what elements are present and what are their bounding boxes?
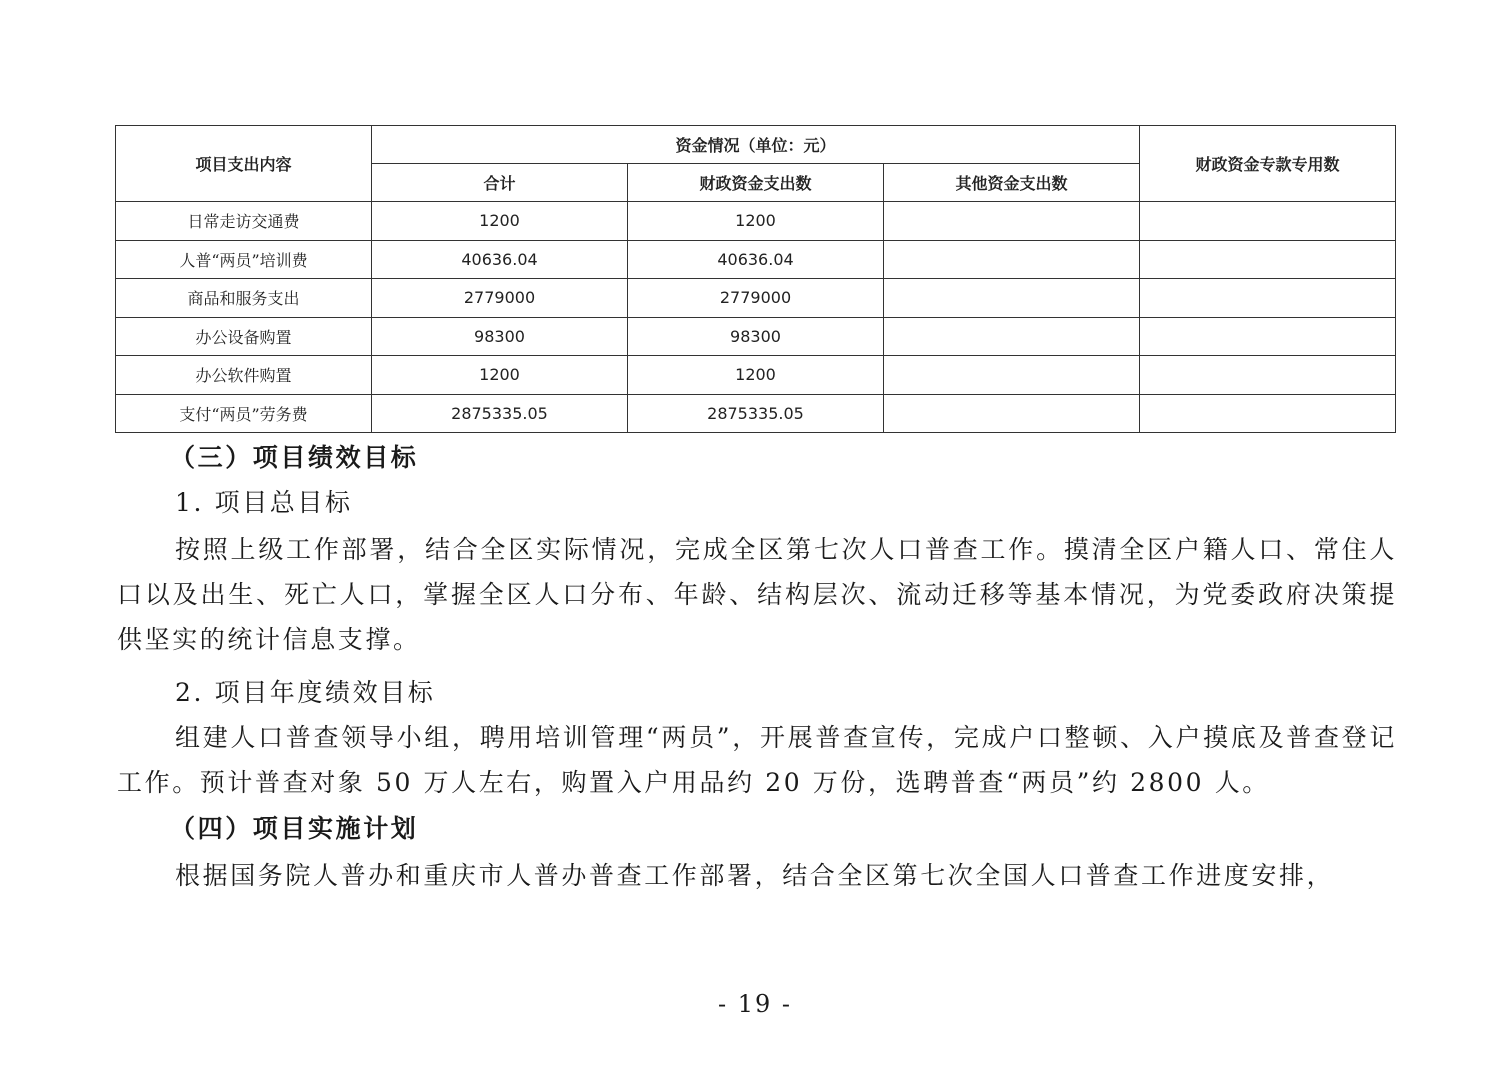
implementation-plan-paragraph: 根据国务院人普办和重庆市人普办普查工作部署，结合全区第七次全国人口普查工作进度安排， [175, 861, 1335, 890]
annual-goal-text-block [117, 715, 1397, 805]
subsection-heading-overall-goal: 1. 项目总目标 [175, 488, 353, 517]
table-header-row [116, 126, 1396, 164]
cell-other [884, 394, 1140, 433]
section-heading-performance-goals: （三）项目绩效目标 [170, 443, 419, 472]
cell-fiscal: 1200 [628, 356, 884, 395]
header-fiscal: 财政资金支出数 [628, 164, 884, 202]
cell-special [1140, 279, 1396, 318]
overall-goal-paragraph: 按照上级工作部署，结合全区实际情况，完成全区第七次人口普查工作。摸清全区户籍人口、常住人口以及出生、死亡人口，掌握全区人口分布、年龄、结构层次、流动迁移等基本情况，为党委政府决策提供坚实的统计信息支撑。 [117, 535, 1397, 654]
cell-item: 商品和服务支出 [116, 279, 372, 318]
cell-fiscal: 1200 [628, 202, 884, 241]
cell-special [1140, 394, 1396, 433]
cell-fiscal: 2875335.05 [628, 394, 884, 433]
cell-other [884, 279, 1140, 318]
header-total: 合计 [372, 164, 628, 202]
cell-item: 支付“两员”劳务费 [116, 394, 372, 433]
cell-total: 98300 [372, 317, 628, 356]
cell-total: 2779000 [372, 279, 628, 318]
cell-other [884, 356, 1140, 395]
budget-table [115, 125, 1396, 433]
cell-special [1140, 202, 1396, 241]
cell-special [1140, 240, 1396, 279]
section-heading-implementation-plan: （四）项目实施计划 [170, 814, 419, 843]
cell-item: 日常走访交通费 [116, 202, 372, 241]
cell-special [1140, 317, 1396, 356]
cell-item: 办公软件购置 [116, 356, 372, 395]
cell-other [884, 240, 1140, 279]
cell-fiscal: 98300 [628, 317, 884, 356]
table-row [116, 317, 1396, 356]
cell-total: 1200 [372, 356, 628, 395]
cell-fiscal: 2779000 [628, 279, 884, 318]
cell-other [884, 202, 1140, 241]
header-fund-group: 资金情况（单位：元） [372, 126, 1140, 164]
cell-other [884, 317, 1140, 356]
header-special: 财政资金专款专用数 [1140, 126, 1396, 202]
page-number: - 19 - [717, 990, 792, 1018]
table-row [116, 240, 1396, 279]
subsection-heading-annual-goal: 2. 项目年度绩效目标 [175, 678, 436, 707]
table-row [116, 202, 1396, 241]
implementation-plan-text-block [117, 853, 1397, 898]
cell-total: 2875335.05 [372, 394, 628, 433]
table-row [116, 394, 1396, 433]
overall-goal-text-block [117, 527, 1397, 662]
table-row [116, 279, 1396, 318]
cell-total: 40636.04 [372, 240, 628, 279]
header-other: 其他资金支出数 [884, 164, 1140, 202]
header-item: 项目支出内容 [116, 126, 372, 202]
cell-fiscal: 40636.04 [628, 240, 884, 279]
table-row [116, 356, 1396, 395]
cell-total: 1200 [372, 202, 628, 241]
cell-item: 办公设备购置 [116, 317, 372, 356]
annual-goal-paragraph: 组建人口普查领导小组，聘用培训管理“两员”，开展普查宣传，完成户口整顿、入户摸底及普查登记工作。预计普查对象 50 万人左右，购置入户用品约 20 万份，选聘普查“两员”约 2800 人。 [117, 723, 1397, 797]
cell-item: 人普“两员”培训费 [116, 240, 372, 279]
cell-special [1140, 356, 1396, 395]
